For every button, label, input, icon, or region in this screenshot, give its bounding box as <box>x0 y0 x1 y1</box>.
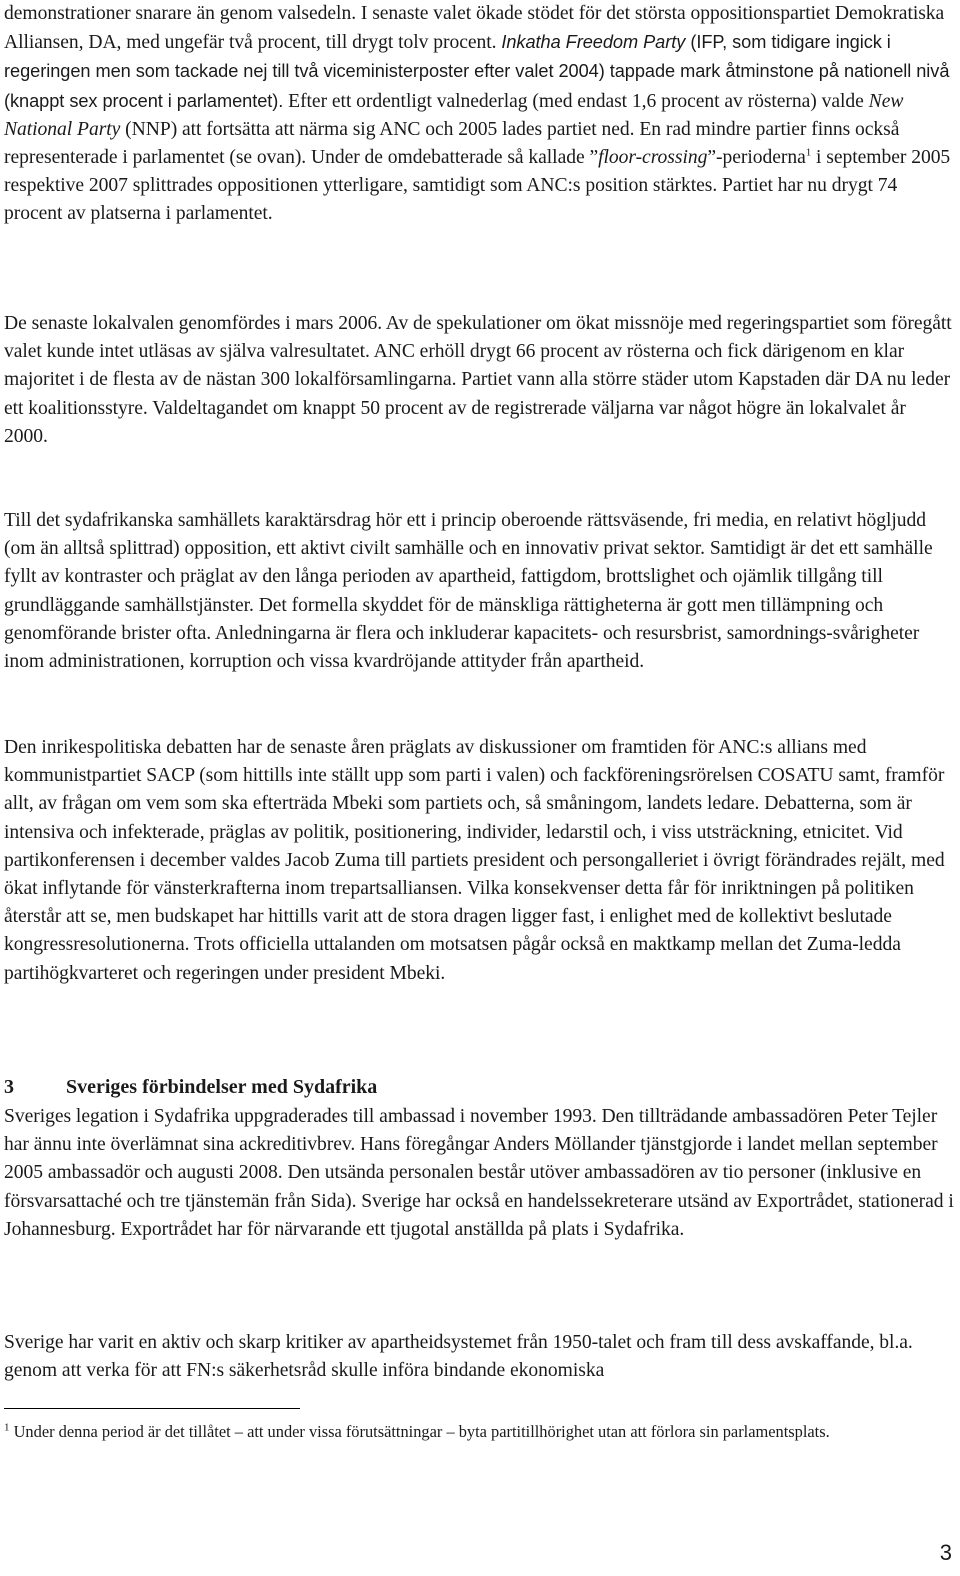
paragraph-election-opposition <box>4 0 954 229</box>
paragraph-apartheid-critic: Sverige har varit en aktiv och skarp kritiker av apartheidsystemet från 1950-talet och fram till dess avskaffande, bl.a. genom att verka för att FN:s säkerhetsråd skulle införa bindande ekonomiska <box>4 1332 913 1382</box>
paragraph-text: demonstrationer snarare än genom valsedeln. I senaste valet ökade stödet för det största oppositionspartiet Demokratiska Alliansen, DA, med ungefär två procent, till drygt tolv procent. <box>4 3 945 54</box>
paragraph-text: (NNP) att fortsätta att närma sig ANC och 2005 lades partiet ned. En rad mindre partier finns också representerade i parlamentet (se ovan). Under de omdebatterade så kallade ” <box>4 118 900 169</box>
section-title: Sveriges förbindelser med Sydafrika <box>66 1076 378 1098</box>
term-italic: floor-crossing <box>598 147 708 169</box>
footnote-reference: 1 <box>805 146 812 159</box>
page-number: 3 <box>939 1540 952 1565</box>
paragraph-text: i september 2005 respektive 2007 splittrades oppositionen ytterligare, samtidigt som ANC:s position stärktes. Partiet har nu drygt 74 procent av platserna i parlamentet. <box>4 147 951 225</box>
section-heading <box>4 1073 377 1101</box>
party-name-italic: New National Party <box>4 90 904 140</box>
paragraph-society: Till det sydafrikanska samhällets karaktärsdrag hör ett i princip oberoende rättsväsende, fri media, en relativt högljudd (om än alltså splittrad) opposition, ett aktivt civilt samhälle och en innovativ privat sektor. Samtidigt är det ett samhälle fyllt av kontraster och präglat av den långa perioden av apartheid, fattigdom, brottslighet och ojämlik tillgång till grundläggande samhällstjänster. Det formella skyddet för de mänskliga rättigheterna är gott men tillämpning och genomförande brister ofta. Anledningarna är flera och inkluderar kapacitets- och resursbrist, samordnings-svårigheter inom administrationen, korruption och vissa kvardröjande attityder från apartheid. <box>4 510 933 673</box>
party-name-italic: Inkatha Freedom Party <box>501 32 686 53</box>
footnote-mark: 1 <box>4 1421 10 1434</box>
footnote-text: Under denna period är det tillåtet – att under vissa förutsättningar – byta partitillhörighet utan att förlora sin parlamentsplats. <box>9 1422 830 1441</box>
paragraph-text: ”-perioderna <box>707 147 806 169</box>
paragraph-text: Efter ett ordentligt valnederlag (med endast 1,6 procent av rösterna) valde <box>283 90 869 112</box>
footnote <box>4 1420 944 1444</box>
paragraph-embassy: Sveriges legation i Sydafrika uppgraderades till ambassad i november 1993. Den tillträdande ambassadören Peter Tejler har ännu inte överlämnat sina ackreditivbrev. Hans föregångar Anders Möllander tjänstgjorde i landet mellan september 2005 ambassadör och augusti 2008. Den utsända personalen består utöver ambassadören av tio personer (inklusive en försvarsattaché och tre tjänstemän från Sida). Sverige har också en handelssekreterare utsänd av Exportrådet, stationerad i Johannesburg. Exportrådet har för närvarande ett tjugotal anställda på plats i Sydafrika. <box>4 1106 954 1240</box>
paragraph-text: (IFP, som tidigare ingick i regeringen men som tackade nej till två viceministerposter efter valet 2004) tappade mark åtminstone på nationell nivå (knappt sex procent i parlamentet). <box>4 32 950 111</box>
paragraph-domestic-debate: Den inrikespolitiska debatten har de senaste åren präglats av diskussioner om framtiden för ANC:s allians med kommunistpartiet SACP (som hittills inte ställt upp som parti i valen) och fackföreningsrörelsen COSATU samt, framför allt, av frågan om vem som ska efterträda Mbeki som partiets och, så småningom, landets ledare. Debatterna, som är intensiva och infekterade, präglas av politik, positionering, individer, ledarstil och, i viss utsträckning, etnicitet. Vid partikonferensen i december valdes Jacob Zuma till partiets president och persongalleriet i övrigt förändrades rejält, med ökat inflytande för vänsterkrafterna inom trepartsalliansen. Vilka konsekvenser detta får för inriktningen på politiken återstår att se, men budskapet har hittills varit att de stora dragen ligger fast, i enlighet med de kollektivt beslutade kongressresolutionerna. Trots officiella uttalanden om motsatsen pågår också en maktkamp mellan det Zuma-ledda partihögkvarteret och regeringen under president Mbeki. <box>4 737 945 984</box>
paragraph-local-elections: De senaste lokalvalen genomfördes i mars 2006. Av de spekulationer om ökat missnöje med regeringspartiet som föregått valet kunde intet utläsas av själva valresultatet. ANC erhöll drygt 66 procent av rösterna och fick därigenom en klar majoritet i de flesta av de nästan 300 lokalförsamlingarna. Partiet vann alla större städer utom Kapstaden där DA nu leder ett koalitionsstyre. Valdeltagandet om knappt 50 procent av de registrerade väljarna var något högre än lokalvalet år 2000. <box>4 313 952 447</box>
section-number: 3 <box>4 1076 14 1098</box>
footnote-divider <box>4 1408 300 1409</box>
